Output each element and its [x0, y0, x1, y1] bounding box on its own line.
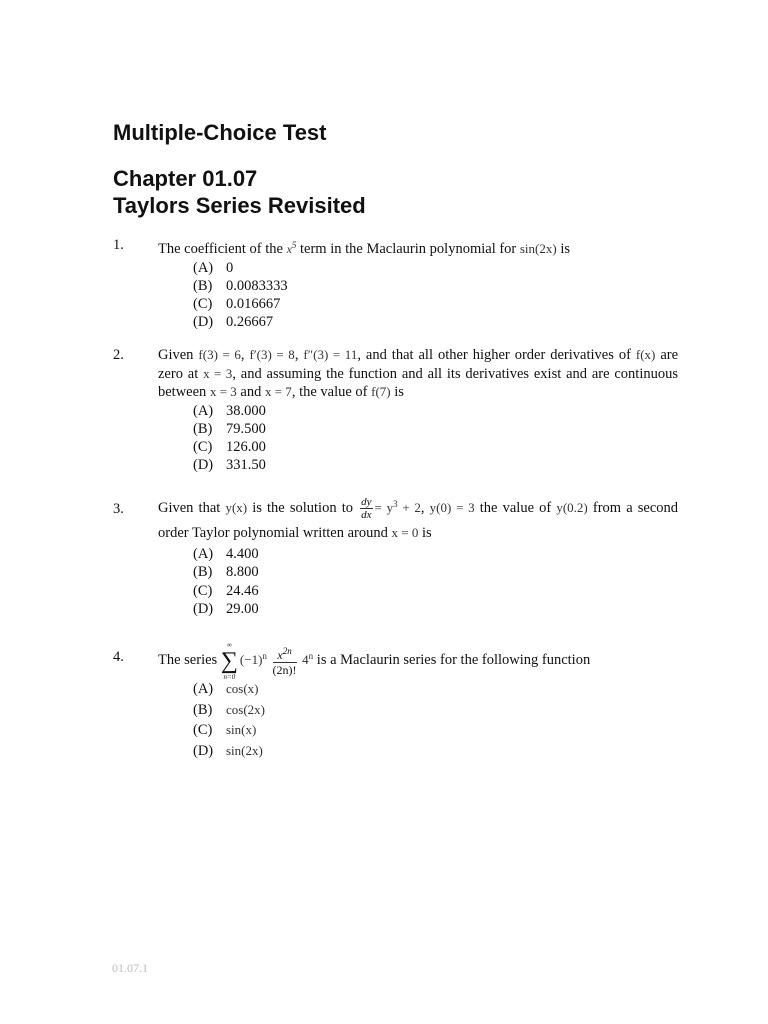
- chapter-heading: [113, 165, 366, 219]
- math-term: $x^5$: [286, 240, 297, 256]
- option-d[interactable]: (D) 29.00: [193, 601, 259, 618]
- stem-text: is: [421, 525, 432, 542]
- math-term: f″(3) = 11: [303, 347, 358, 362]
- summation: ∞ ∑ n=0: [220, 640, 238, 681]
- test-title: Multiple-Choice Test: [113, 120, 327, 145]
- stem-text: the value of: [479, 500, 552, 516]
- question-stem: [158, 636, 678, 681]
- math-term: x = 3: [203, 365, 233, 381]
- option-a[interactable]: (A) 38.000: [193, 402, 266, 419]
- math-term: f(3) = 6: [198, 347, 241, 362]
- question-stem: Given f(3) = 6, f′(3) = 8, f″(3) = 11, and that all other higher order derivatives of f(x) are zero at x = 3, and assuming the function and all its derivatives exist and are continuous between x = 3 and x = 7, the value of f(7) is: [158, 347, 679, 400]
- stem-text: is: [394, 384, 404, 400]
- stem-text: is: [560, 241, 571, 257]
- math-term: sin(2x): [519, 241, 557, 256]
- chapter-topic: Taylors Series Revisited: [113, 193, 366, 218]
- question-4: [113, 636, 678, 762]
- options-list: [193, 680, 678, 762]
- option-a[interactable]: (A) cos(x): [193, 681, 259, 697]
- stem-text: Given that: [158, 500, 221, 516]
- question-number: 2.: [113, 347, 124, 363]
- option-c[interactable]: (C) 24.46: [193, 582, 259, 599]
- math-term: f(7): [371, 384, 391, 399]
- question-1: [113, 236, 678, 332]
- option-d[interactable]: (D) sin(2x): [193, 742, 263, 759]
- derivative-fraction: $\frac{dy}{dx}$: [361, 496, 372, 522]
- math-term: x = 0: [391, 525, 419, 541]
- math-term: 4$^n$: [302, 651, 314, 667]
- option-c[interactable]: (C) sin(x): [193, 722, 257, 738]
- stem-text: , the value of: [291, 384, 368, 400]
- math-term: = $y^3 + 2$: [374, 499, 421, 515]
- stem-text: from a second order Taylor polynomial written around: [158, 500, 679, 542]
- question-2: [113, 346, 678, 475]
- math-term: x = 7: [264, 384, 292, 399]
- option-b[interactable]: (B) 0.0083333: [193, 277, 288, 294]
- math-term: x = 3: [209, 384, 237, 399]
- stem-text: is a Maclaurin series for the following function: [316, 652, 591, 668]
- options-list: [193, 402, 678, 475]
- stem-text: , and assuming the function and all its derivatives exist and are continuous between: [158, 365, 678, 400]
- math-term: f′(3) = 8: [249, 347, 295, 362]
- option-a[interactable]: (A) 0: [193, 259, 234, 276]
- math-term: y(0.2): [556, 500, 588, 515]
- question-3: [113, 492, 678, 618]
- stem-text: The series: [158, 652, 218, 668]
- math-term: $(-1)^n$: [239, 651, 267, 667]
- question-number: 4.: [113, 649, 124, 665]
- option-c[interactable]: (C) 0.016667: [193, 296, 281, 313]
- question-number: 1.: [113, 237, 124, 253]
- option-d[interactable]: (D) 0.26667: [193, 314, 274, 331]
- option-b[interactable]: (B) 8.800: [193, 564, 259, 581]
- question-stem: Given that y(x) is the solution to $\frac{dy}{dx}$ = $y^3 + 2$, y(0) = 3 the value of y(0.2) from a second order Taylor polynomial written around x = 0 is: [158, 496, 679, 542]
- stem-text: The coefficient of the: [158, 241, 283, 257]
- option-c[interactable]: (C) 126.00: [193, 439, 266, 456]
- math-term: y(x): [225, 500, 248, 515]
- page-number: 01.07.1: [112, 961, 148, 975]
- question-stem: [158, 236, 678, 259]
- stem-text: term in the Maclaurin polynomial for: [300, 241, 517, 257]
- stem-text: , and that all other higher order derivatives of: [357, 347, 631, 363]
- option-a[interactable]: (A) 4.400: [193, 546, 259, 563]
- math-term: f(x): [635, 347, 656, 362]
- question-number: 3.: [113, 501, 124, 517]
- option-b[interactable]: (B) cos(2x): [193, 701, 265, 718]
- options-list: [193, 259, 678, 332]
- option-b[interactable]: (B) 79.500: [193, 420, 266, 437]
- options-list: [193, 545, 678, 618]
- option-d[interactable]: (D) 331.50: [193, 457, 266, 474]
- chapter-number: Chapter 01.07: [113, 166, 258, 191]
- math-term: y(0) = 3: [429, 500, 475, 515]
- stem-text: Given: [158, 347, 194, 363]
- stem-text: are zero at: [158, 347, 679, 382]
- series-fraction: $\frac{x^{2n}}{(2n)!}$: [272, 646, 297, 678]
- stem-text: and: [240, 384, 262, 400]
- stem-text: is the solution to: [252, 500, 353, 516]
